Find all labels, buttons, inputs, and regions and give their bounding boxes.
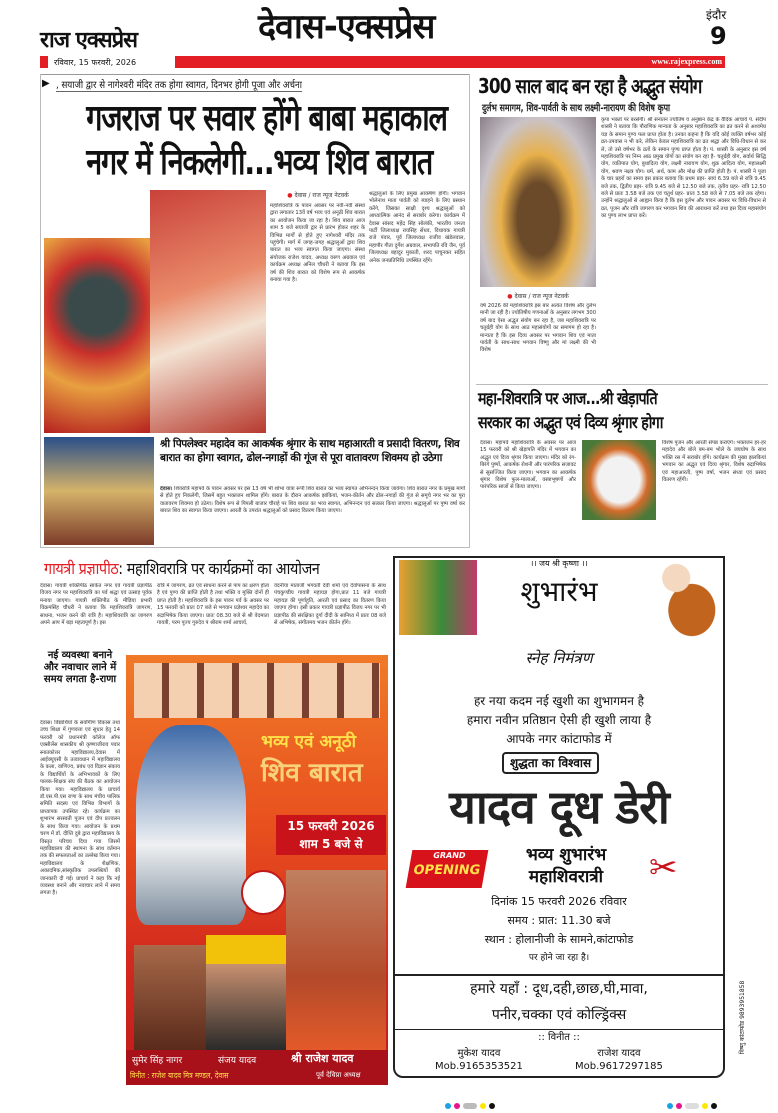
tagline-box: शुद्धता का विश्वास xyxy=(502,752,599,774)
grand-opening-badge: GRAND OPENING xyxy=(406,850,489,888)
person1-photo xyxy=(134,945,214,1050)
ad-names-bar: सुमेर सिंह नागर संजय यादव श्री राजेश यादव विनीत : राजेश यादव मित्र मण्डल, देवास पूर्व देविप्रा अध्यक्ष xyxy=(126,1050,388,1085)
products-box: हमारे यहाँ : दूध,दही,छाछ,घी,मावा, पनीर,चक्का एवं कोल्ड्रिंक्स xyxy=(395,974,723,1030)
right-col-left: वर्ष 2026 की महाशिवरात्रि इस बार अत्यंत विशेष और दुर्लभ मानी जा रही है। ज्योतिषीय गणनाओं के अनुसार लगभग 300 वर्ष बाद ऐसा अद्भुत संयोग बन रहा है, जब महाशिवरात्रि पर चतुर्ग्रही योग के साथ आठ महासंयोगों का समागम हो रहा है। मान्यता है कि इस दिव्य अवसर पर भगवान शिव एवं माता पार्वती के साथ-साथ भगवान विष्णु और मां लक्ष्मी की भी विशेष xyxy=(480,303,596,354)
khedapati-headline: महा-शिवरात्रि पर आज...श्री खेड़ापति सरकार का अद्भुत एवं दिव्य श्रृंगार होगा xyxy=(478,389,663,432)
shivling-photo xyxy=(480,117,596,287)
gayatri-col3: वंदनीया माताजी भगवती देवी शर्मा एवं देवोपासना के साथ पंचकुण्डीय गायत्री महायज्ञ होगा,प्रात 11 बजे गायत्री महायज्ञ की पूर्णाहुति, आरती एवं प्रसाद का वितरण किया जाएगा होगा। इसी प्रकार गायत्री प्रज्ञापीठ विजय नगर पर भी प्रज्ञापीठ की संरक्षिका दुर्गा दीदी के सानिध्य में प्रातः 08 बजे से अभिषेक, संगीतमय भजन कीर्तन होंगे। xyxy=(274,583,386,627)
dairy-ad xyxy=(393,556,725,1078)
main-col1: महाशिवरात्रि के पावन अवसर पर नवी-नवी संस्था द्वारा लगातार 13वें वर्ष भव्य एवं अनूठी शिव बारात का आयोजन किया जा रहा है। शिव बारात आज शाम 5 बजे सयाजी द्वार से प्रारंभ होकर शहर के विभिन्न मार्गों से होते हुए नागेश्वरी मंदिर तक पहुंचेगी। मार्ग में जगह-जगह श्रद्धालुओं द्वारा शिव बारात का भव्य स्वागत किया जाएगा। संस्था संयोजक राजेश यादव, अध्यक्ष वरुण अग्रवाल एवं कार्यक्रम अध्यक्ष अनिल चौधरी ने बताया कि इस वर्ष की शिव बारात को विशेष रूप से आकर्षक बनाया गया है। xyxy=(270,203,365,284)
color-registration-left xyxy=(445,1094,498,1113)
red-block xyxy=(40,56,48,68)
rana-body: देवास। विद्यार्थियों के सर्वांगीण विकास तथा उच्च शिक्षा में गुणवत्ता एवं सुधार हेतु 14 फरवरी को प्रधानमंत्री कॉलेज ऑफ एक्सीलेंस शासकीय श्री कृष्णाजीराव पवार स्नातकोत्तर महाविद्यालय,देवास में आईक्यूएसी के तत्वावधान में महाविद्यालय के कला, वाणिज्य, प्रबंध एवं विज्ञान संकाय के विद्यार्थियों के अभिभावकों के लिए पालक-शिक्षक संघ की बैठक का आयोजन किया गया। महाविद्यालय के प्राचार्य डॉ.एस.पी.एस राणा के साथ मंचीय पालिक समिति सदस्य एवं विभिन्न विभागों के प्राध्यापक उपस्थित रहे। कार्यक्रम का शुभारंभ सरस्वती पूजन एवं दीप प्रज्वलन के साथ किया गया। आयोजन के प्रथम चरण में डॉ. दीप्ति दुबे द्वारा महाविद्यालय के विस्तृत परिचय दिया गया जिसमें महाविद्यालय की स्थापना के साथ वर्तमान तक की सफलताओं का उल्लेख किया गया। महाविद्यालय के शैक्षणिक, अकादमिक,सांस्कृतिक उपलब्धियों की जानकारी दी गई। प्राचार्य ने कहा कि नई व्यवस्था बनाने और नवाचार लाने में समय लगता है। xyxy=(40,720,120,897)
vinit-label: :: विनीत :: xyxy=(538,1032,580,1043)
ad-title-1: भव्य एवं अनूठी xyxy=(261,732,357,752)
byline: ● देवास / राज न्यूज नेटवर्क xyxy=(270,191,366,199)
gayatri-col2: रात्रि में जागरण, व्रत एवं साधना करने से पाप का क्षरण होता है एवं पुण्य की प्राप्ति होती है तथा भक्ति व मुक्ति दोनों ही प्राप्त होती है। महाशिवरात्रि के इस पावन पर्व के अवसर पर 15 फरवरी को प्रातः 07 बजे से भगवान प्रज्ञेश्वर महादेव का रुद्राभिषेक किया जाएगा। प्रातः 08.30 बजे से श्री वेदमाता गायत्री, परम पूज्य गुरुदेव पं श्रीराम शर्मा आचार्य, xyxy=(157,583,269,627)
right-subheadline: दुर्लभ समागम, शिव-पार्वती के साथ लक्ष्मी-नारायण की विशेष कृपा xyxy=(482,103,671,114)
right-headline: 300 साल बाद बन रहा है अद्भुत संयोग xyxy=(478,74,702,98)
right-caption: ● देवास / राज न्यूज नेटवर्क xyxy=(480,292,596,300)
contact-2: राजेश यादव Mob.9617297185 xyxy=(575,1048,663,1072)
devotee-photo xyxy=(150,190,266,433)
page-number: 9 xyxy=(710,22,727,50)
shubharambh-title: शुभारंभ xyxy=(520,575,598,608)
kicker: ▶ , सयाजी द्वार से नागेश्वरी मंदिर तक होगा स्वागत, दिनभर होगी पूजा और अर्चना xyxy=(40,74,470,94)
city: इंदौर xyxy=(706,8,727,22)
gayatri-headline: गायत्री प्रज्ञापीठ: महाशिवरात्रि पर कार्यक्रमों का आयोजन xyxy=(44,559,320,578)
side-credit: विष्णु कांटाफोड 9893951858 xyxy=(739,980,746,1054)
date: रविवार, 15 फरवरी, 2026 xyxy=(54,58,137,67)
scissors-ribbon-icon: ✂ xyxy=(649,848,678,888)
khedapati-photo xyxy=(582,440,656,520)
divider xyxy=(476,384,768,385)
ad-top-line: ।। जय श्री कृष्णा ।। xyxy=(530,559,588,568)
rana-headline: नई व्यवस्था बनाने और नवाचार लाने में समय लगता है-राणा xyxy=(43,650,117,685)
right-col-right: कृपा भक्तों पर बरसेगी। श्री सनातन ज्योतिष व अनुष्ठान केंद्र के वैदिक आचार्य पं. संदीप शास्त्री ने बताया कि पौराणिक मान्यता के अनुसार महाशिवरात्रि का व्रत करने से अश्वमेध यज्ञ के समान पुण्य फल प्राप्त होता है। उनका कहना है कि यदि कोई व्यक्ति वर्षभर कोई व्रत-उपवास न भी करे, लेकिन केवल महाशिवरात्रि का व्रत श्रद्धा और विधि-विधान से कर ले, तो उसे वर्षभर के व्रतों के समान पुण्य प्राप्त होता है। पं. शास्त्री के अनुसार इस वर्ष महाशिवरात्रि पर निम्न आठ प्रमुख योगों का संयोग बन रहा है- चतुर्ग्रही योग, सर्वार्थ सिद्धि योग, व्यतिपात योग, बुधादित्य योग, लक्ष्मी नारायण योग, शुक्र आदित्य योग, महालक्ष्मी योग, श्रवण नक्षत्र योग। धर्म, अर्थ, काम और मोक्ष की प्राप्ति होती है। पं. शास्त्री ने पूजा के चार प्रहरों का समय इस प्रकार बताया कि प्रथम प्रहर- सायं 6.39 बजे से रात्रि 9.45 बजे तक, द्वितीय प्रहर- रात्रि 9.45 बजे से 12.50 बजे तक, तृतीय प्रहर- रात्रि 12.50 बजे से प्रातः 3.58 बजे तक एवं चतुर्थ प्रहर- प्रातः 3.58 बजे से 7.05 बजे तक रहेगा। उन्होंने श्रद्धालुओं से आह्वान किया है कि इस दुर्लभ और पावन अवसर पर विधि-विधान से व्रत, पूजन और रात्रि जागरण कर भगवान शिव की आराधना करें तथा इस दिव्य महासंयोग का पुण्य लाभ प्राप्त करें। xyxy=(601,117,766,220)
gayatri-col1: देवास। गायत्री शक्तिपीठ साकेत नगर एवं गायत्री प्रज्ञापीठ विजय नगर पर महाशिवरात्रि का पर्व श्रद्धा एवं उत्साह पूर्वक मनाया जाएगा। गायत्री शक्तिपीठ के मीडिया प्रभारी विक्रमसिंह चौधरी ने बताया कि महाशिवरात्रि जागरण, साधना, भजन करने की रात्रि है। महाशिवरात्रि का जागरण अपने आप में बड़ा महत्वपूर्ण है। इस xyxy=(40,583,152,627)
person2-photo xyxy=(206,935,286,1050)
mahakal-photo xyxy=(44,238,150,433)
khedapati-col1: देवास। महापर्व महाशिवरात्रि के अवसर पर आज 15 फरवरी को श्री खेड़ापति मंदिर में भगवान का अद्भुत एवं दिव्य श्रृंगार किया जाएगा। मंदिर को रंग-बिरंगे पुष्पों, आकर्षक रोशनी और पारंपरिक सजावट से सुसज्जित किया जाएगा। भगवान का आकर्षक श्रृंगार विशेष फूल-मालाओं, वस्त्राभूषणों और पारंपरिक साजों से किया जाएगा। xyxy=(480,440,576,491)
ad-title-2: शिव बारात xyxy=(261,758,363,788)
ad-date-box: 15 फरवरी 2026 शाम 5 बजे से xyxy=(276,815,386,855)
main-headline: गजराज पर सवार होंगे बाबा महाकाल नगर में निकलेगी...भव्य शिव बारात xyxy=(86,98,447,183)
contact-1: मुकेश यादव Mob.9165353521 xyxy=(435,1048,523,1072)
khedapati-col2: विशेष पूजन और आरती संपन्न कराएंगे। भक्तजन हर-हर महादेव और बोले बम-बम भोले के जयघोष के साथ भक्ति रस में सराबोर होंगे। कार्यक्रम की मुख्य झलकियां भगवान का अद्भुत एवं दिव्य श्रृंगार, विशेष रुद्राभिषेक एवं महाआरती, पुष्प वर्षा, भजन संध्या एवं प्रसाद वितरण रहेंगी। xyxy=(662,440,766,484)
launch-text: भव्य शुभारंभ महाशिवरात्री xyxy=(525,845,607,887)
person3-photo xyxy=(286,870,386,1050)
color-registration-right xyxy=(667,1094,720,1113)
intro-lines: हर नया कदम नई खुशी का शुभागमन है हमारा नवीन प्रतिष्ठान ऐसी ही खुशी लाया है आपके नगर कांटाफोड में xyxy=(466,694,652,746)
shrine-photo xyxy=(44,437,154,545)
dairy-name: यादव दूध डेरी xyxy=(449,780,669,834)
paper-name: राज एक्सप्रेस xyxy=(40,28,137,53)
shiv-barat-ad xyxy=(126,655,388,1085)
website-link[interactable]: www.rajexpress.com xyxy=(651,57,722,66)
shiva-nandi-illustration xyxy=(136,725,246,925)
leaders-photo-strip xyxy=(134,663,380,718)
sub-body: देवास। शिवरात्रि महापर्व के पावन अवसर पर इस 13 वर्ष भी शोभा यात्रा रूपी शिव बारात का भव्य स्वागत अभिनन्दन किया जायेगा। शिव बारात नगर के प्रमुख मार्गों से होते हुए निकलेगी, जिसमें बहुत भक्तजन शामिल होंगे। बारात के दौरान आकर्षक झांकियां, भजन-कीर्तन और ढोल-नगाड़ों की गूंज से समूचे नगर भर का पूरा वातावरण शिवमय हो उठेगा। विशेष रूप से पिपली बाजार चौराहे पर शिव बारात का भव्य स्वागत, अभिनन्दन एवं सत्कार किया जाएगा। श्रद्धालुओं पर पुष्प वर्षा कर बारात शिव का स्वागत किया जाएगा। आरती के उपरांत श्रद्धालुओं को प्रसाद वितरण किया जाएगा। xyxy=(160,486,465,515)
header-bar xyxy=(175,56,725,68)
main-col2: श्रद्धालुओं के लिए प्रमुख आकर्षण होंगी। भगवान भोलेनाथ माता पार्वती को ब्याहने के लिए प्रस्थान करेंगे, जिसका साक्षी दृश्य श्रद्धालुओं को आध्यात्मिक आनंद से सराबोर करेगा। कार्यक्रम में देवास सांसद महेंद्र सिंह सोलंकी, भारतीय जनता पार्टी जिलाध्यक्ष रायसिंह सेंधव, विधायक गायत्री राजे पंवार, पूर्व जिलाध्यक्ष राजीव खंडेलवाल, महापौर गीता दुर्गेश अग्रवाल, सभापति रवि जैन, पूर्व जिलाध्यक्ष बहादुर मुकाती, शरद पाचुनकर सहित अनेक जनप्रतिनिधि उपस्थित रहेंगे। xyxy=(369,191,465,264)
event-details: दिनांक 15 फरवरी 2026 रविवार समय : प्रात: 11.30 बजे स्थान : होलानीजी के सामने,कांटाफोड पर होने जा रहा है। xyxy=(484,895,634,963)
sub-headline: श्री पिपलेश्वर महादेव का आकर्षक श्रृंगार के साथ महाआरती व प्रसादी वितरण, शिव बारात का होगा स्वागत, ढोल-नगाड़ों की गूंज से पूरा वातावरण शिवमय हो उठेगा xyxy=(160,438,460,464)
edition-title: देवास-एक्सप्रेस xyxy=(258,7,435,47)
organisation-logo xyxy=(241,870,286,915)
invite-title: स्नेह निमंत्रण xyxy=(525,649,593,667)
